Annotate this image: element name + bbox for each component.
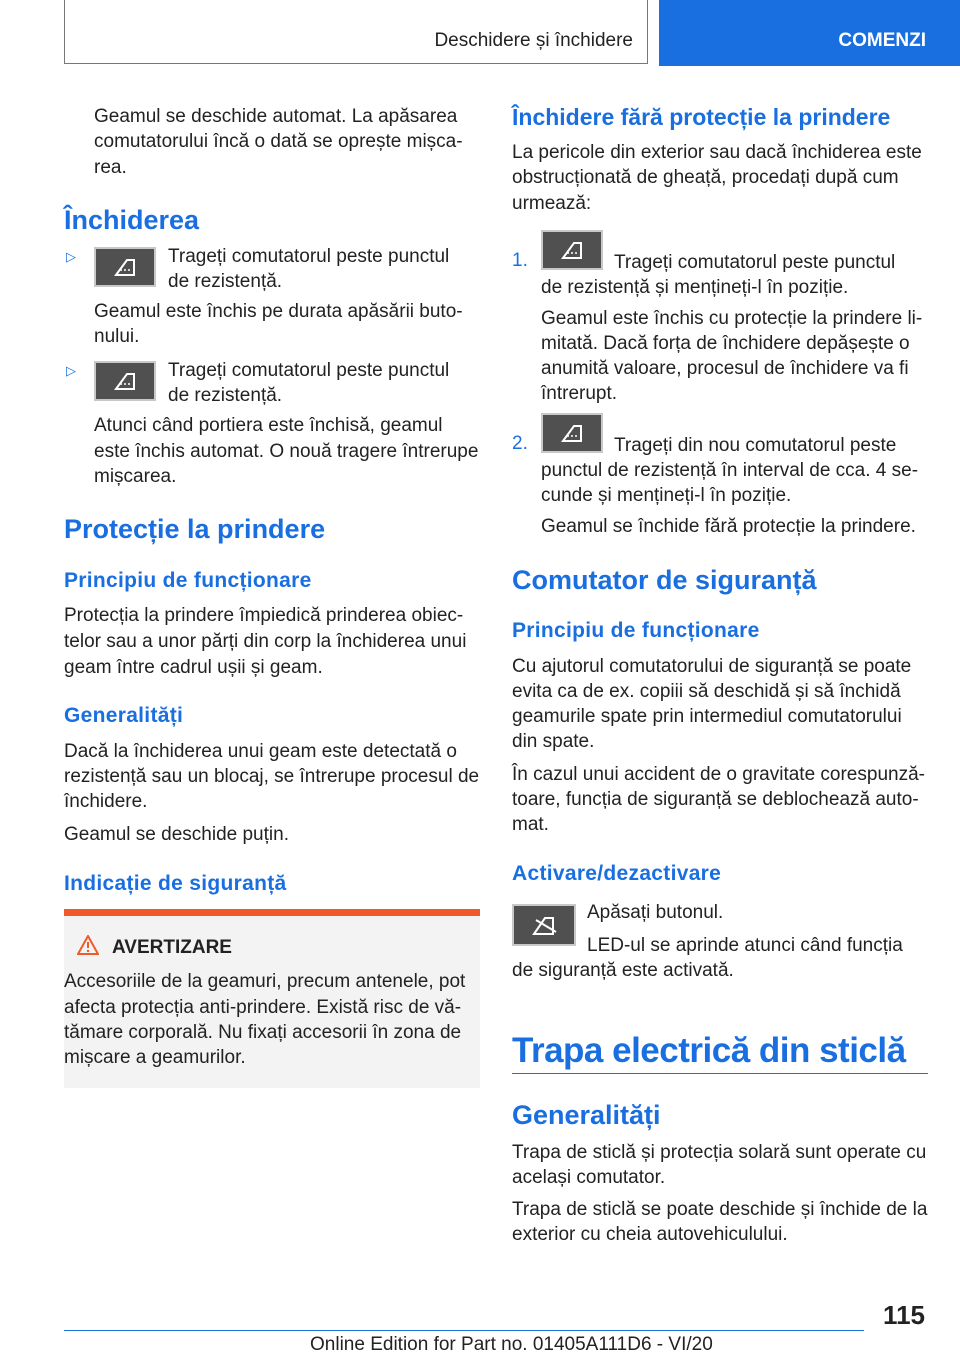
step-text: cunde și mențineți-l în poziție. [541,485,792,506]
heading-general: Generalități [512,1100,661,1130]
paragraph: urmează: [512,193,592,214]
step-text: de rezistență și mențineți-l în poziție. [541,277,849,298]
heading-safety-switch: Comutator de siguranță [512,565,817,595]
safety-switch-icon [512,904,576,946]
heading-principle: Principiu de funcționare [64,569,312,592]
paragraph: toare, funcția de siguranță se deblochează auto‐ [512,789,919,810]
warning-title: AVERTIZARE [112,937,232,958]
paragraph: LED-ul se aprinde atunci când funcția [587,935,903,956]
footer-divider [64,1330,864,1331]
window-switch-icon [541,230,603,270]
chapter-tab [659,0,960,66]
paragraph: Apăsați butonul. [587,902,724,923]
warning-text: tămare corporală. Nu fixați accesorii în zona de [64,1022,462,1043]
warning-text: Accesoriile de la geamuri, precum antenele, pot [64,971,466,992]
paragraph: evita ca de ex. copiii să deschidă și să închidă [512,681,901,702]
paragraph: mat. [512,814,549,835]
step-result: Geamul este închis cu protecție la prindere li‐ [541,308,923,329]
paragraph: Geamul se deschide puțin. [64,824,289,845]
heading-activate: Activare/dezactivare [512,862,722,885]
heading-sunroof: Trapa electrică din sticlă [512,1031,906,1070]
step-text: Trageți comutatorul peste punctul [168,246,450,267]
heading-principle: Principiu de funcționare [512,619,760,642]
paragraph: În cazul unui accident de o gravitate corespunză‐ [512,764,925,785]
paragraph: exterior cu cheia autovehiculului. [512,1224,788,1245]
step-text: de rezistență. [168,271,283,292]
paragraph: La pericole din exterior sau dacă închiderea este [512,142,922,163]
paragraph: același comutator. [512,1167,666,1188]
paragraph: obstrucționată de gheață, procedați după cum [512,167,899,188]
paragraph: Protecția la prindere împiedică prinderea obiec‐ [64,605,464,626]
heading-closing: Închiderea [64,205,200,235]
step-result: mitată. Dacă forța de închidere depășește o [541,333,910,354]
warning-text: afecta protecția anti-prindere. Există risc de vă‐ [64,997,462,1018]
step-result: Atunci când portiera este închisă, geamul [94,415,443,436]
heading-pinch-protection: Protecție la prindere [64,514,326,544]
intro-text: comutatorului încă o dată se oprește mișca‐ [94,131,463,152]
step-number: 2. [512,433,528,454]
intro-text: rea. [94,157,127,178]
paragraph: Trapa de sticlă și protecția solară sunt operate cu [512,1142,927,1163]
header-bar [64,0,648,64]
chapter-tab-label: COMENZI [838,30,926,51]
paragraph: din spate. [512,731,595,752]
paragraph: Dacă la închiderea unui geam este detectată o [64,741,457,762]
window-switch-icon [94,361,156,401]
warning-bar [64,909,480,916]
warning-triangle-icon [77,935,99,955]
page-number: 115 [883,1300,925,1330]
step-result: Geamul se închide fără protecție la prindere. [541,516,916,537]
step-text: de rezistență. [168,385,283,406]
edition-text: Online Edition for Part no. 01405A111D6 - VI/20 [310,1334,713,1355]
intro-text: Geamul se deschide automat. La apăsarea [94,106,458,127]
section-title: Deschidere și închidere [434,30,633,51]
paragraph: telor sau a unor părți din corp la închiderea unui [64,631,467,652]
paragraph: geamurile spate prin intermediul comutatorului [512,706,902,727]
step-text: Trageți comutatorul peste punctul [614,252,896,273]
step-result: întrerupt. [541,383,618,404]
heading-close-no-protection: Închidere fără protecție la prindere [512,104,891,130]
step-result: anumită valoare, procesul de închidere va fi [541,358,909,379]
paragraph: de siguranță este activată. [512,960,734,981]
divider [512,1073,928,1074]
warning-text: mișcare a geamurilor. [64,1047,246,1068]
window-switch-icon [541,413,603,453]
paragraph: Trapa de sticlă se poate deschide și închide de la [512,1199,928,1220]
paragraph: rezistență sau un blocaj, se întrerupe procesul de [64,766,480,787]
step-text: punctul de rezistență în interval de cca. 4 se‐ [541,460,919,481]
step-text: Trageți comutatorul peste punctul [168,360,450,381]
step-result: Geamul este închis pe durata apăsării buto‐ [94,301,463,322]
step-triangle-icon: ▷ [66,363,76,378]
paragraph: închidere. [64,791,148,812]
heading-general: Generalități [64,704,184,727]
paragraph: geam între cadrul ușii și geam. [64,657,323,678]
step-result: mișcarea. [94,466,177,487]
step-result: nului. [94,326,140,347]
step-result: este închis automat. O nouă tragere întrerupe [94,441,479,462]
window-switch-icon [94,247,156,287]
step-triangle-icon: ▷ [66,249,76,264]
heading-safety-note: Indicație de siguranță [64,872,287,895]
step-text: Trageți din nou comutatorul peste [614,435,897,456]
paragraph: Cu ajutorul comutatorului de siguranță se poate [512,656,912,677]
step-number: 1. [512,250,528,271]
